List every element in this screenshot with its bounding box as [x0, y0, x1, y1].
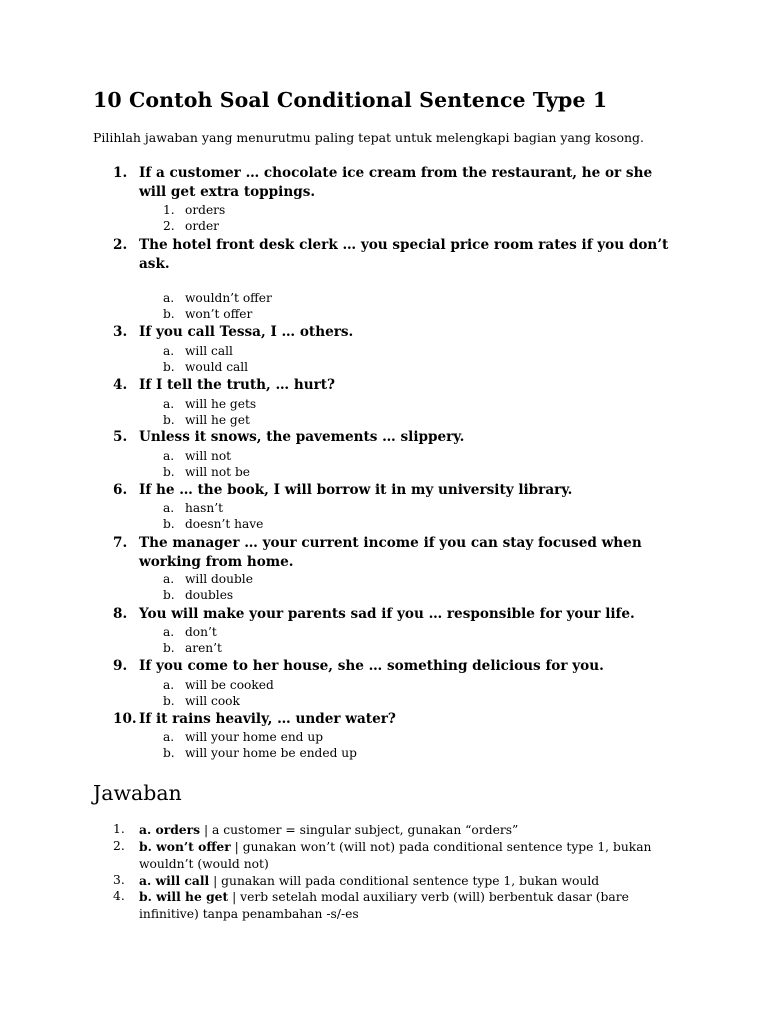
option-label: 1.: [163, 203, 175, 217]
option-text: will be cooked: [185, 678, 274, 692]
question-number: 6.: [113, 482, 128, 498]
answer-key: a. will call: [139, 873, 210, 888]
question-3: [113, 323, 673, 342]
question-number: 9.: [113, 658, 128, 674]
option-text: doubles: [185, 588, 234, 603]
option-label: a.: [163, 625, 175, 639]
option-label: b.: [163, 465, 175, 480]
question-text: The manager … your current income if you can stay focused when working from home.: [139, 535, 642, 570]
option-text: will he gets: [185, 397, 257, 411]
option-label: a.: [163, 572, 175, 586]
question-text: The hotel front desk clerk … you special price room rates if you don’t ask.: [139, 237, 669, 272]
question-number: 7.: [113, 535, 128, 551]
answer-explanation: | verb setelah modal auxiliary verb (will) berbentuk dasar (bare infinitive) tanpa penambahan -s/-es: [139, 890, 629, 921]
answers-heading: Jawaban: [93, 781, 182, 805]
question-text: If it rains heavily, … under water?: [139, 711, 396, 727]
option-text: order: [185, 219, 220, 234]
option-label: b.: [163, 588, 175, 603]
question-number: 8.: [113, 606, 128, 622]
option-label: 2.: [163, 219, 175, 234]
page-title: 10 Contoh Soal Conditional Sentence Type 1: [93, 88, 608, 112]
option-text: aren’t: [185, 641, 222, 656]
option-text: won’t offer: [185, 307, 253, 322]
question-number: 1.: [113, 165, 128, 181]
option-label: b.: [163, 694, 175, 709]
question-number: 3.: [113, 324, 128, 340]
question-1: [113, 164, 673, 202]
instruction-text: Pilihlah jawaban yang menurutmu paling tepat untuk melengkapi bagian yang kosong.: [93, 130, 645, 145]
answer-number: 4.: [113, 889, 125, 903]
question-7: [113, 534, 673, 572]
option-text: doesn’t have: [185, 517, 264, 532]
option-label: a.: [163, 730, 175, 744]
question-6: [113, 481, 673, 500]
answer-key: b. won’t offer: [139, 839, 231, 854]
option-label: b.: [163, 413, 175, 428]
option-text: will cook: [185, 694, 240, 709]
option-text: will not: [185, 449, 232, 463]
option-label: a.: [163, 678, 175, 692]
option-text: will call: [185, 344, 233, 358]
option-label: b.: [163, 517, 175, 532]
question-text: Unless it snows, the pavements … slippery.: [139, 429, 465, 445]
option-label: b.: [163, 641, 175, 656]
option-text: don’t: [185, 625, 217, 639]
answer-4: [113, 888, 673, 923]
answer-explanation: | gunakan will pada conditional sentence type 1, bukan would: [209, 874, 600, 888]
option-label: a.: [163, 397, 175, 411]
answer-number: 1.: [113, 822, 125, 836]
answer-key: a. orders: [139, 822, 201, 837]
question-text: If he … the book, I will borrow it in my university library.: [139, 482, 573, 498]
option-text: orders: [185, 203, 226, 217]
option-label: b.: [163, 307, 175, 322]
question-text: If a customer … chocolate ice cream from the restaurant, he or she will get extra toppings.: [139, 165, 653, 200]
answer-explanation: | gunakan won’t (will not) pada conditional sentence type 1, bukan wouldn’t (would not): [139, 840, 652, 871]
answer-explanation: | a customer = singular subject, gunakan “orders”: [200, 823, 519, 837]
question-4: [113, 376, 673, 395]
question-text: If you call Tessa, I … others.: [139, 324, 354, 340]
option-text: will your home be ended up: [185, 746, 357, 761]
option-text: hasn’t: [185, 501, 223, 515]
question-9: [113, 657, 673, 676]
option-text: will double: [185, 572, 253, 586]
answer-number: 3.: [113, 873, 125, 887]
option-text: would call: [185, 360, 249, 375]
option-label: a.: [163, 501, 175, 515]
question-5: [113, 428, 673, 447]
question-10: [113, 710, 673, 729]
option-label: b.: [163, 746, 175, 761]
option-label: a.: [163, 449, 175, 463]
answer-number: 2.: [113, 839, 125, 853]
question-8: [113, 605, 673, 624]
question-number: 5.: [113, 429, 128, 445]
question-number: 2.: [113, 237, 128, 253]
option-text: will your home end up: [185, 730, 323, 744]
option-label: a.: [163, 291, 175, 305]
option-text: will not be: [185, 465, 250, 480]
option-label: b.: [163, 360, 175, 375]
question-2: [113, 236, 673, 274]
answer-2: [113, 838, 673, 873]
option-text: will he get: [185, 413, 250, 428]
option-label: a.: [163, 344, 175, 358]
question-text: If you come to her house, she … something delicious for you.: [139, 658, 604, 674]
question-text: If I tell the truth, … hurt?: [139, 377, 336, 393]
question-number: 4.: [113, 377, 128, 393]
question-text: You will make your parents sad if you … responsible for your life.: [139, 606, 635, 622]
option-text: wouldn’t offer: [185, 291, 272, 305]
answer-key: b. will he get: [139, 889, 229, 904]
answer-1: [113, 821, 673, 839]
question-number: 10.: [113, 711, 137, 727]
